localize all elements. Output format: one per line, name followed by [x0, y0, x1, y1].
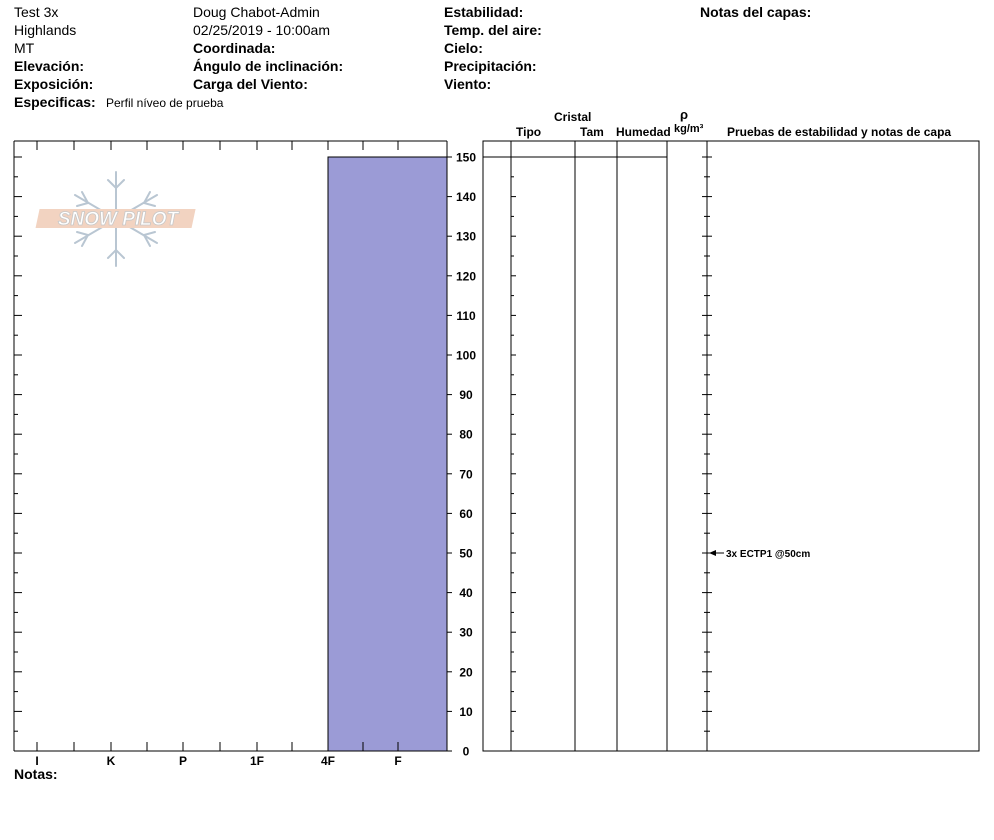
snowpilot-logo	[36, 172, 196, 266]
hardness-label-4f: 4F	[320, 754, 336, 768]
hardness-label-i: I	[35, 754, 39, 768]
observer-name: Doug Chabot-Admin	[193, 4, 320, 20]
wind-loading-label: Carga del Viento:	[193, 76, 308, 92]
density-symbol: ρ	[680, 107, 689, 122]
slope-angle-label: Ángulo de inclinación:	[193, 58, 344, 74]
precipitation-label: Precipitación:	[444, 58, 537, 74]
crystal-header: Cristal	[554, 110, 592, 124]
observation-datetime: 02/25/2019 - 10:00am	[193, 22, 330, 38]
stability-test-arrow-head	[709, 550, 716, 556]
specifics-label: Especificas:	[14, 94, 96, 110]
coordinate-label: Coordinada:	[193, 40, 276, 56]
size-header: Tam	[580, 125, 604, 139]
density-unit: kg/m³	[674, 123, 704, 135]
depth-tick-label: 140	[455, 190, 477, 205]
depth-tick-label: 50	[459, 546, 473, 561]
depth-tick-label: 120	[455, 269, 477, 284]
moisture-header: Humedad	[616, 125, 671, 139]
layer-notes-label: Notas del capas:	[700, 4, 812, 20]
air-temp-label: Temp. del aire:	[444, 22, 542, 38]
profile-title: Test 3x	[14, 4, 59, 20]
depth-tick-label: 70	[459, 467, 473, 482]
hardness-label-1f: 1F	[249, 754, 265, 768]
logo-text: SNOW PILOT	[57, 209, 179, 230]
depth-tick-label: 20	[459, 665, 473, 680]
stability-test-label: 3x ECTP1 @50cm	[726, 549, 811, 560]
notes-label: Notas:	[14, 766, 58, 782]
stability-label: Estabilidad:	[444, 4, 524, 20]
depth-tick-label: 130	[455, 229, 477, 244]
depth-tick-label: 150	[455, 150, 477, 165]
depth-tick-label: 40	[459, 586, 473, 601]
hardness-layer	[328, 157, 447, 751]
hardness-label-k: K	[106, 754, 116, 768]
type-header: Tipo	[516, 125, 542, 139]
depth-tick-label: 10	[459, 704, 473, 719]
aspect-label: Exposición:	[14, 76, 94, 92]
depth-tick-label: 90	[459, 388, 473, 403]
depth-tick-label: 80	[459, 427, 473, 442]
location-name: Highlands	[14, 22, 77, 38]
depth-tick-label: 0	[462, 744, 470, 759]
layer-table-frame	[483, 141, 979, 751]
depth-tick-label: 30	[459, 625, 473, 640]
specifics-value: Perfil níveo de prueba	[106, 96, 224, 110]
hardness-label-p: P	[178, 754, 188, 768]
wind-label: Viento:	[444, 76, 492, 92]
sky-label: Cielo:	[444, 40, 483, 56]
depth-tick-label: 110	[456, 308, 476, 323]
stability-notes-header: Pruebas de estabilidad y notas de capa	[727, 125, 952, 139]
hardness-label-f: F	[394, 754, 402, 768]
elevation-label: Elevación:	[14, 58, 85, 74]
depth-tick-label: 100	[455, 348, 477, 363]
state-name: MT	[14, 40, 35, 56]
depth-tick-label: 60	[459, 506, 473, 521]
